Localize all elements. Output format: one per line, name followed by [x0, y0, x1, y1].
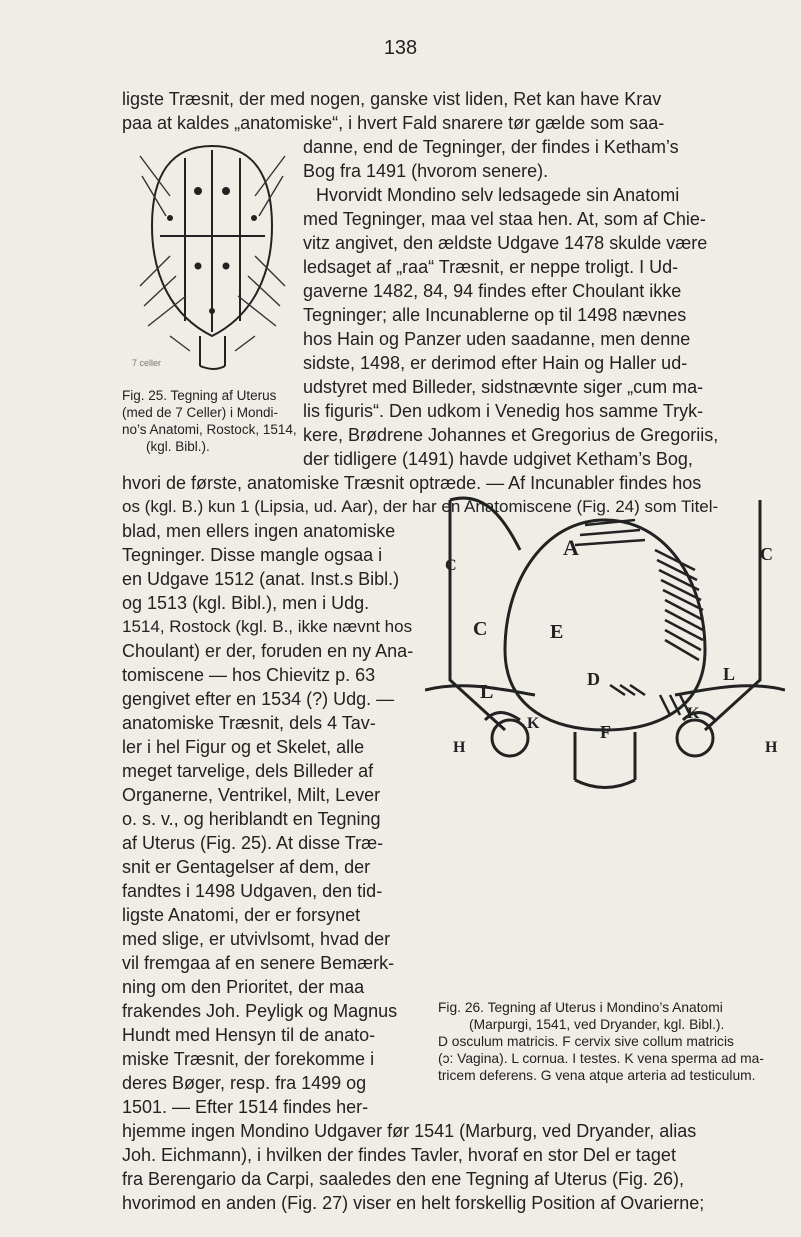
fig26-label-d: D: [587, 669, 600, 689]
fig26-label-h: H: [453, 739, 466, 756]
page-number: 138: [383, 37, 418, 59]
fig26-label-a: A: [563, 535, 579, 560]
text-line: gaverne 1482, 84, 94 findes efter Choulant ikke: [303, 281, 682, 301]
text-line: ligste Træsnit, der med nogen, ganske vist liden, Ret kan have Krav: [122, 89, 662, 109]
text-line: med Tegninger, maa vel staa hen. At, som af Chie-: [303, 209, 706, 229]
text-line: Tegninger. Disse mangle ogsaa i: [122, 545, 383, 565]
text-line: hos Hain og Panzer uden saadanne, men denne: [303, 329, 691, 349]
text-line: Choulant) er der, foruden en ny Ana-: [122, 641, 414, 661]
text-line: gengivet efter en 1534 (?) Udg. —: [122, 689, 395, 709]
fig26-label-l: L: [723, 664, 736, 684]
text-line: Hundt med Hensyn til de anato-: [122, 1025, 376, 1045]
text-line: snit er Gentagelser af dem, der: [122, 857, 371, 877]
text-line: fandtes i 1498 Udgaven, den tid-: [122, 881, 383, 901]
text-line: paa at kaldes „anatomiske“, i hvert Fald snarere tør gælde som saa-: [122, 113, 665, 133]
text-line: vitz angivet, den ældste Udgave 1478 skulde være: [303, 233, 708, 253]
text-line: sidste, 1498, er derimod efter Hain og Haller ud-: [303, 353, 688, 373]
fig26-label-k: K: [687, 705, 700, 722]
text-line: anatomiske Træsnit, dels 4 Tav-: [122, 713, 376, 733]
fig26-label-c: C: [473, 618, 488, 640]
fig26-caption-line: (ɔ: Vagina). L cornua. I testes. K vena sperma ad ma-: [438, 1051, 764, 1066]
fig26-label-l: L: [480, 681, 494, 703]
fig25-caption-line: no’s Anatomi, Rostock, 1514,: [122, 422, 297, 437]
text-line: fra Berengario da Carpi, saaledes den ene Tegning af Uterus (Fig. 26),: [122, 1169, 684, 1189]
fig26-label-h: H: [765, 739, 778, 756]
text-line: frakendes Joh. Peyligk og Magnus: [122, 1001, 398, 1021]
text-line: Tegninger; alle Incunablerne op til 1498 nævnes: [303, 305, 687, 325]
text-line: ning om den Prioritet, der maa: [122, 977, 365, 997]
text-line: ledsaget af „raa“ Træsnit, er neppe troligt. I Ud-: [303, 257, 679, 277]
uterus-dryander-woodcut: [425, 480, 785, 790]
text-line: meget tarvelige, dels Billeder af: [122, 761, 374, 781]
fig25-caption-line: (kgl. Bibl.).: [146, 439, 210, 454]
fig26-caption-line: D osculum matricis. F cervix sive collum matricis: [438, 1034, 734, 1049]
text-line: ler i hel Figur og et Skelet, alle: [122, 737, 365, 757]
uterus-seven-cells-woodcut: [130, 136, 295, 371]
text-line: med slige, er utvivlsomt, hvad der: [122, 929, 391, 949]
text-line: af Uterus (Fig. 25). At disse Træ-: [122, 833, 384, 853]
text-line: 1514, Rostock (kgl. B., ikke nævnt hos: [122, 617, 413, 636]
text-line: hvori de første, anatomiske Træsnit optræde. — Af Incunabler findes hos: [122, 473, 702, 493]
fig25-caption-line: (med de 7 Celler) i Mondi-: [122, 405, 279, 420]
text-line: blad, men ellers ingen anatomiske: [122, 521, 396, 541]
text-line: os (kgl. B.) kun 1 (Lipsia, ud. Aar), der har en Anatomiscene (Fig. 24) som Titel-: [122, 497, 719, 516]
fig26-caption-line: tricem deferens. G vena atque arteria ad testiculum.: [438, 1068, 756, 1083]
text-line: der tidligere (1491) havde udgivet Ketham’s Bog,: [303, 449, 693, 469]
text-line: miske Træsnit, der forekomme i: [122, 1049, 375, 1069]
text-line: udstyret med Billeder, sidstnævnte siger „cum ma-: [303, 377, 704, 397]
text-line: danne, end de Tegninger, der findes i Ketham’s: [303, 137, 679, 157]
text-line: lis figuris“. Den udkom i Venedig hos samme Tryk-: [303, 401, 704, 421]
text-line: 1501. — Efter 1514 findes her-: [122, 1097, 369, 1117]
text-line: hjemme ingen Mondino Udgaver før 1541 (Marburg, ved Dryander, alias: [122, 1121, 697, 1141]
fig26-caption-line: (Marpurgi, 1541, ved Dryander, kgl. Bibl.).: [469, 1017, 725, 1032]
text-line: ligste Anatomi, der er forsynet: [122, 905, 361, 925]
text-line: hvorimod en anden (Fig. 27) viser en helt forskellig Position af Ovarierne;: [122, 1193, 705, 1213]
fig25-caption-line: Fig. 25. Tegning af Uterus: [122, 388, 277, 403]
fig26-label-c: C: [445, 557, 457, 574]
text-line: deres Bøger, resp. fra 1499 og: [122, 1073, 367, 1093]
text-line: o. s. v., og heriblandt en Tegning: [122, 809, 381, 829]
text-line: Hvorvidt Mondino selv ledsagede sin Anatomi: [316, 185, 680, 205]
text-line: vil fremgaa af en senere Bemærk-: [122, 953, 395, 973]
text-line: Bog fra 1491 (hvorom senere).: [303, 161, 549, 181]
text-line: Organerne, Ventrikel, Milt, Lever: [122, 785, 381, 805]
text-line: tomiscene — hos Chievitz p. 63: [122, 665, 376, 685]
fig25-label: 7 celler: [132, 358, 162, 368]
text-line: en Udgave 1512 (anat. Inst.s Bibl.): [122, 569, 400, 589]
fig26-label-k: K: [527, 715, 540, 732]
text-line: og 1513 (kgl. Bibl.), men i Udg.: [122, 593, 370, 613]
text-line: kere, Brødrene Johannes et Gregorius de Gregoriis,: [303, 425, 719, 445]
fig26-label-e: E: [550, 621, 564, 643]
text-line: Joh. Eichmann), i hvilken der findes Tavler, hvoraf en stor Del er taget: [122, 1145, 676, 1165]
fig26-label-f: F: [600, 722, 611, 742]
fig26-label-c: C: [760, 544, 773, 564]
fig26-caption-line: Fig. 26. Tegning af Uterus i Mondino’s Anatomi: [438, 1000, 723, 1015]
